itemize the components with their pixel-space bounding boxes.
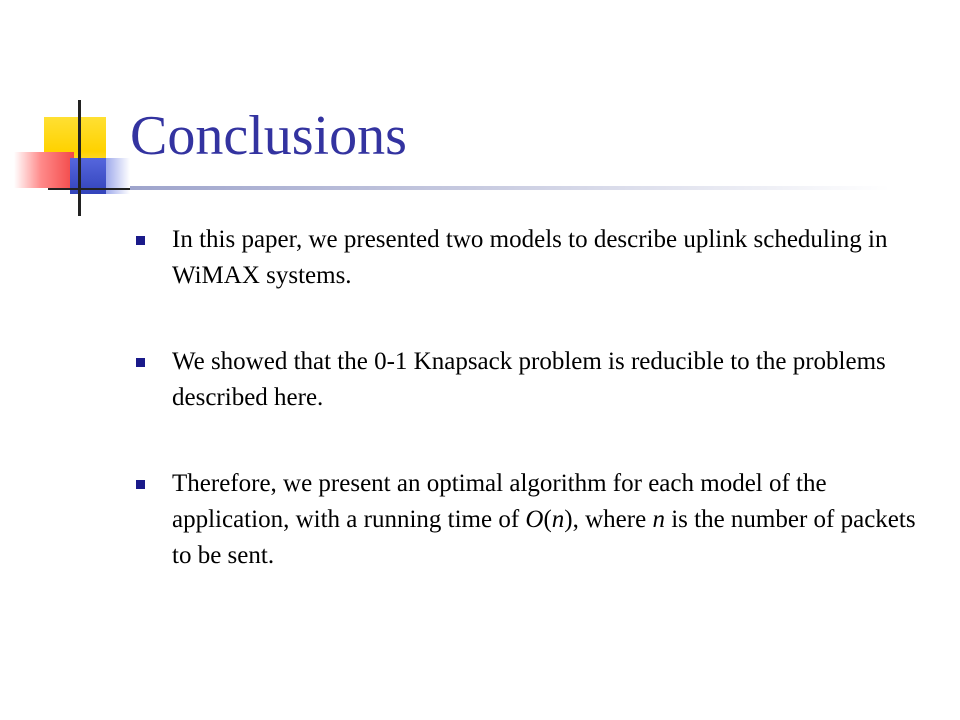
bullet-text: [172, 470, 916, 569]
bullet-item: [136, 344, 916, 416]
bullet-text: We showed that the 0-1 Knapsack problem is reducible to the problems described here.: [172, 348, 886, 411]
bullet-text: In this paper, we presented two models to describe uplink scheduling in WiMAX systems.: [172, 226, 888, 289]
bullet-text-part: is the number of packets to be sent.: [172, 506, 916, 569]
bullet-item: [136, 222, 916, 294]
title-underline: [130, 186, 890, 190]
math-italic-o: O: [525, 506, 544, 533]
decorative-red-bar: [14, 152, 74, 188]
bullet-item: [136, 466, 916, 574]
decorative-horizontal-line: [48, 188, 132, 190]
slide-title: Conclusions: [130, 105, 407, 167]
math-italic-n: n: [652, 506, 665, 533]
square-bullet-icon: [136, 236, 145, 245]
math-italic-n: n: [551, 506, 565, 533]
math-paren: (: [543, 506, 552, 533]
bullet-text-part: Therefore, we present an optimal algorithm for each model of the application, with a running time of: [172, 470, 827, 533]
square-bullet-icon: [136, 480, 145, 489]
bullet-list: [136, 222, 916, 574]
decorative-vertical-line: [78, 100, 81, 216]
square-bullet-icon: [136, 358, 145, 367]
bullet-text-part: ), where: [564, 506, 653, 533]
